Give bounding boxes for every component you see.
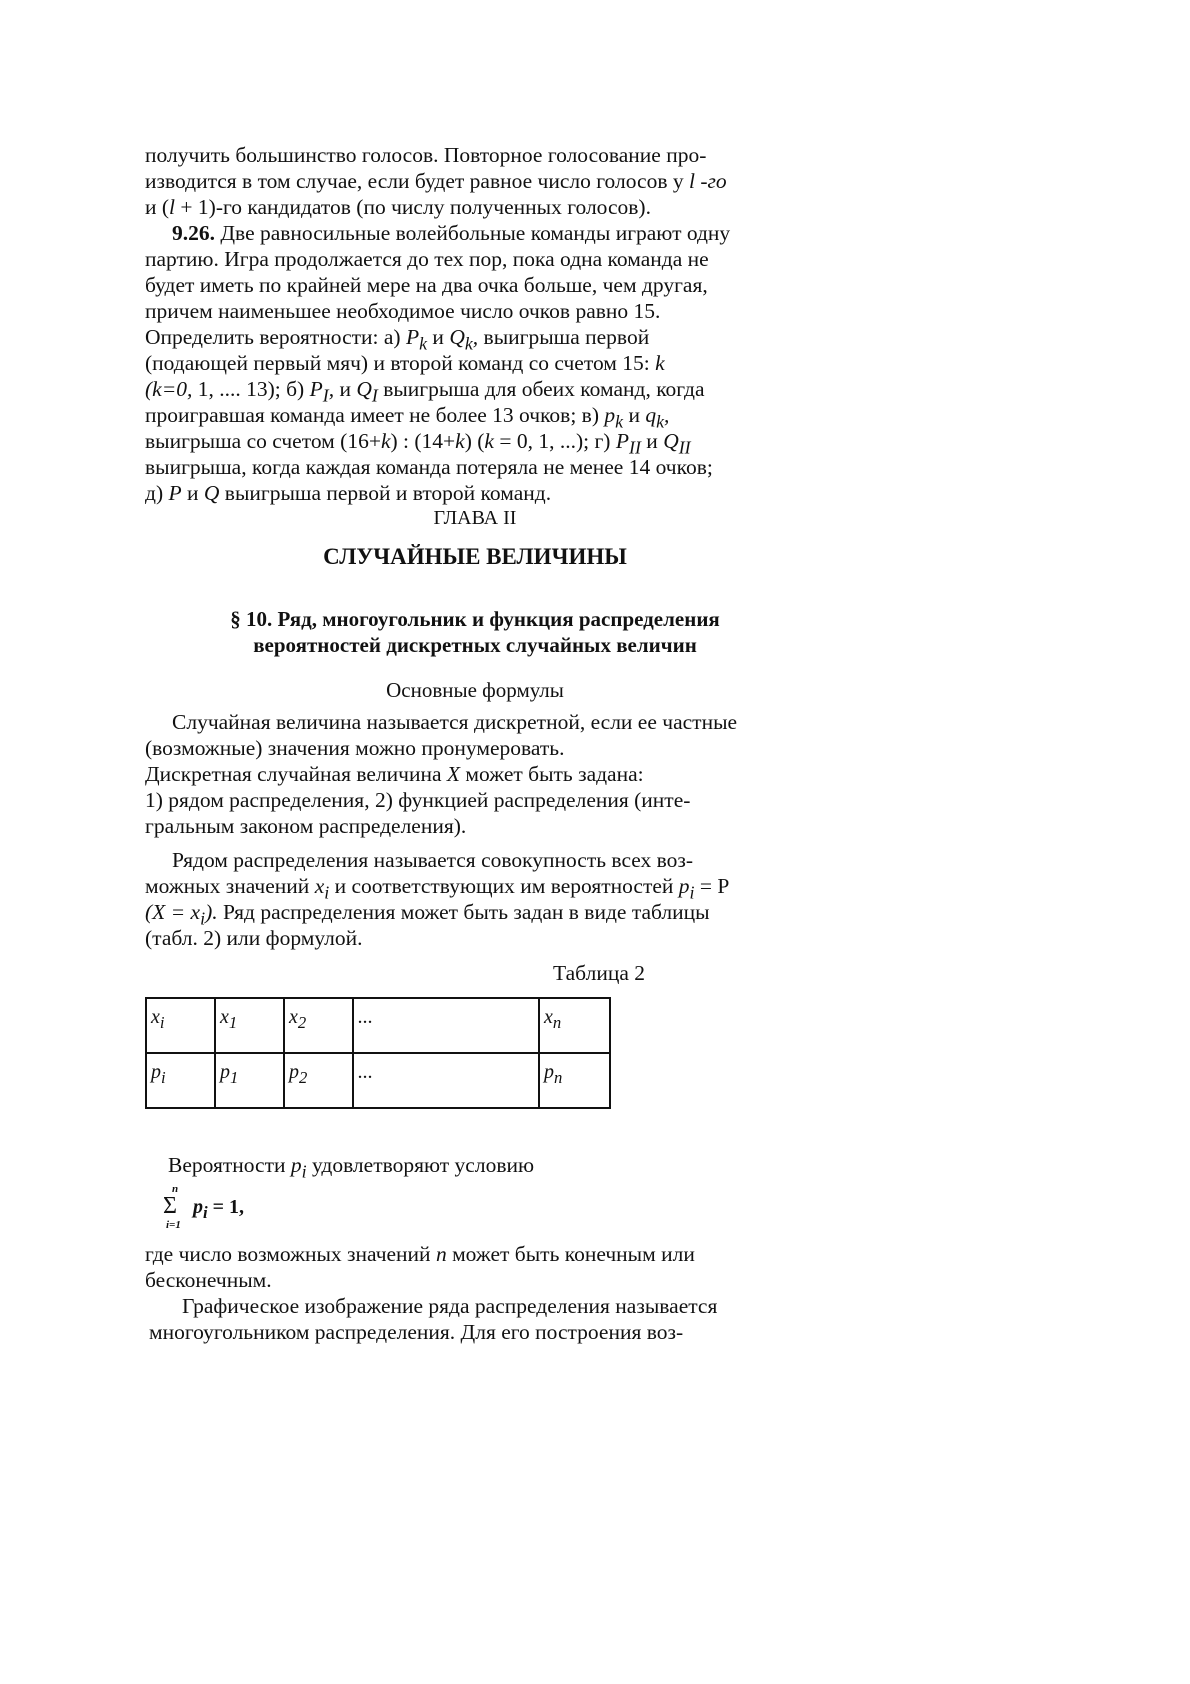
table-cell: $p_n$ [539,1053,610,1108]
text-line: Случайная величина называется дискретной, если ее частные [172,710,738,734]
distribution-table [145,997,611,1109]
text-line: выигрыша, когда каждая команда потеряла не менее 14 очков; [145,455,713,479]
text-line: многоугольником распределения. Для его построения воз- [149,1320,684,1344]
table-cell: $p_i$ [146,1053,215,1108]
chapter-label: ГЛАВА II [433,507,517,529]
text-line: выигрыша со счетом (16+k) : (14+k) (k = 0, 1, ...); г) $P_{II}$ и $Q_{II}$ [145,429,691,458]
text-line: можных значений $x_i$ и соответствующих им вероятностей $p_i = P$ [145,874,730,903]
text-line: где число возможных значений n может быть конечным или [145,1242,695,1266]
table-cell: $p_1$ [215,1053,284,1108]
text-line: причем наименьшее необходимое число очков равно 15. [145,299,661,323]
table-cell: $x_2$ [284,998,353,1053]
text-line: $(X = x_i)$. Ряд распределения может быть задан в виде таблицы [145,900,710,929]
sum-expression: $p_i = 1$, [193,1196,245,1222]
table-row [146,1053,610,1108]
text-line: Дискретная случайная величина X может быть задана: [145,762,644,786]
sigma-symbol: Σ [163,1193,177,1219]
table-cell: ... [353,1053,539,1108]
table-row [146,998,610,1053]
text-line: 1) рядом распределения, 2) функцией распределения (инте- [145,788,691,812]
table-cell: $x_n$ [539,998,610,1053]
text-line: и (l + 1)-го кандидатов (по числу полученных голосов). [145,195,651,219]
sum-lower-limit: i=1 [166,1219,181,1231]
condition-line: Вероятности $p_i$ удовлетворяют условию [168,1153,535,1182]
text-line: Графическое изображение ряда распределения называется [182,1294,718,1318]
text-line: Определить вероятности: а) $P_k$ и $Q_k$, выигрыша первой [145,325,650,354]
text-line: получить большинство голосов. Повторное голосование про- [145,143,707,167]
table-caption: Таблица 2 [553,961,645,985]
text-line: (табл. 2) или формулой. [145,926,363,950]
text-line: бесконечным. [145,1268,272,1292]
table-cell: $x_i$ [146,998,215,1053]
problem-9-26-start: 9.26. Две равносильные волейбольные команды играют одну [172,221,731,245]
table-cell: $p_2$ [284,1053,353,1108]
table-cell: ... [353,998,539,1053]
text-line: изводится в том случае, если будет равное число голосов у l -го [145,169,727,193]
chapter-title: СЛУЧАЙНЫЕ ВЕЛИЧИНЫ [323,544,627,569]
text-line: проигравшая команда имеет не более 13 очков; в) $p_k$ и $q_k$, [145,403,670,432]
table-cell: $x_1$ [215,998,284,1053]
section-title-continued: вероятностей дискретных случайных величин [253,633,697,657]
text-line: д) P и Q выигрыша первой и второй команд. [145,481,552,505]
formulas-heading: Основные формулы [386,678,564,702]
text-line: (подающей первый мяч) и второй команд со счетом 15: k [145,351,665,375]
section-title: § 10. Ряд, многоугольник и функция распределения [230,607,720,631]
text-line: партию. Игра продолжается до тех пор, пока одна команда не [145,247,709,271]
sum-upper-limit: n [172,1183,179,1195]
text-line: гральным законом распределения). [145,814,467,838]
text-line: Рядом распределения называется совокупность всех воз- [172,848,694,872]
text-line: будет иметь по крайней мере на два очка больше, чем другая, [145,273,708,297]
text-line: (возможные) значения можно пронумеровать. [145,736,565,760]
text-line: (k=0, 1, .... 13); б) $P_I$, и $Q_I$ выигрыша для обеих команд, когда [145,377,705,406]
